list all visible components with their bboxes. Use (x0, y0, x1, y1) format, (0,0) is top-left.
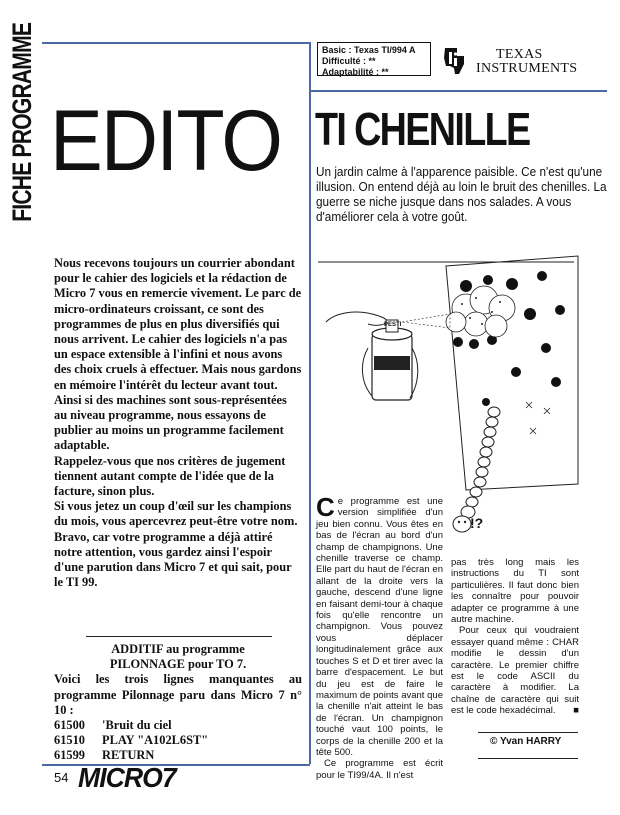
edito-paragraph: Si vous jetez un coup d'œil sur les champions du mois, vous apercevrez peut-être votre nom. Bravo, car votre programme a déjà attiré notre attention, vous gardez ainsi l'espoir d'une parution dans Micro 7 et qui sait, pour le TI 99. (54, 499, 298, 590)
line-number: 61599 (54, 748, 85, 763)
top-rule-right (311, 90, 607, 92)
info-basic: Basic : Texas TI/994 A (322, 45, 416, 55)
page-number: 54 (54, 770, 69, 785)
line-code: 'Bruit du ciel (102, 718, 172, 733)
line-number: 61500 (54, 718, 85, 733)
signature: © Yvan HARRY (490, 736, 562, 747)
brand-name (476, 48, 577, 76)
signature-rule (478, 758, 578, 759)
edito-body (54, 256, 302, 590)
edito-title: EDITO (50, 93, 282, 189)
code-line (54, 718, 302, 733)
top-rule-left (42, 42, 310, 44)
line-number: 61510 (54, 733, 85, 748)
article-column-1 (316, 492, 443, 781)
article-text: Pour ceux qui voudraient essayer quand même : CHAR modifie le dessin d'un caractère. Le premier chiffre est le code ASCII du caractère à modifier. La chaîne de caractère qui suit est le code hexadécimal. (451, 625, 579, 717)
article-text: e programme est une version simplifiée d'un jeu bien connu. Vous êtes en bas de l'écran au bord d'un champ de champignons. Une chenille traverse ce champ. Elle part du haut de l'écran en allant de la droite vers la gauche, descend d'une ligne en faisant demi-tour à chaque fois qu'elle rencontre un champignon. Vous pouvez vous déplacer longitudinalement grâce aux touches S et D et tirer avec la barre d'espacement. Le but du jeu est de faire le maximum de points avant que la chenille n'ait atteint le bas de l'écran. Un champignon touché vaut 100 points, le corps de la chenille 200 et la tête 500. (316, 496, 443, 758)
spray-label: PESTI (384, 322, 402, 328)
brand-line2: INSTRUMENTS (476, 61, 578, 76)
edito-paragraph: Rappelez-vous que nos critères de jugement tiennent autant compte de l'idée que de la facture, sinon plus. (54, 453, 286, 499)
code-line (54, 733, 302, 748)
article-text: Ce programme est écrit pour le TI99/4A. Il n'est (316, 758, 443, 781)
line-code: PLAY "A102L6ST" (102, 733, 209, 748)
exclaim-mark: !? (470, 515, 484, 531)
line-code: RETURN (102, 748, 155, 763)
article-title: TI CHENILLE (315, 103, 530, 155)
addendum (54, 642, 302, 764)
column-rule (309, 42, 311, 764)
article-text: pas très long mais les instructions du TI sont particulières. Il faut donc bien les connaître pour pouvoir adapter ce programme à une autre machine. (451, 557, 579, 626)
addendum-heading: ADDITIF au programme (111, 642, 245, 656)
article-text (451, 625, 579, 716)
edito-paragraph: Ainsi si des machines sont sous-représentées au niveau programme, nous essayons de publier au moins un programme facilement adaptable. (54, 392, 287, 453)
article-column-2 (451, 557, 579, 717)
magazine-logo: MICRO7 (78, 762, 176, 793)
edito-paragraph: Nous recevons toujours un courrier abondant pour le cahier des logiciels et la rédaction de Micro 7 vous en remercie vivement. Le parc de micro-ordinateurs croissant, ce sont des programmes de plus en plus diversifiés qui nous arrivent. Le cahier des logiciels n'a pas un espace extensible à l'infini et nous avons des choix cruels à effectuer. Mais nous gardons en mémoire l'intérêt du lecteur avant tout. (54, 256, 302, 392)
drop-cap: C (316, 492, 335, 522)
ti-logo-icon (442, 44, 468, 78)
info-adaptability: Adaptabilité : ** (322, 67, 389, 77)
section-label: FICHE PROGRAMME (7, 22, 37, 222)
addendum-intro: Voici les trois lignes manquantes au programme Pilonnage paru dans Micro 7 n° 10 : (54, 672, 302, 717)
signature-rule (478, 732, 578, 733)
info-box (317, 42, 431, 76)
info-difficulty: Difficulté : ** (322, 56, 376, 66)
end-mark: ■ (573, 705, 579, 717)
article-lead: Un jardin calme à l'apparence paisible. Ce n'est qu'une illusion. On entend déjà au loin le bruit des chenilles. La guerre se niche jusque dans nos salades. A vous d'améliorer cela à votre goût. (316, 164, 607, 224)
addendum-rule (86, 636, 272, 637)
addendum-heading: PILONNAGE pour TO 7. (109, 657, 247, 672)
brand-line1: TEXAS (496, 47, 543, 62)
